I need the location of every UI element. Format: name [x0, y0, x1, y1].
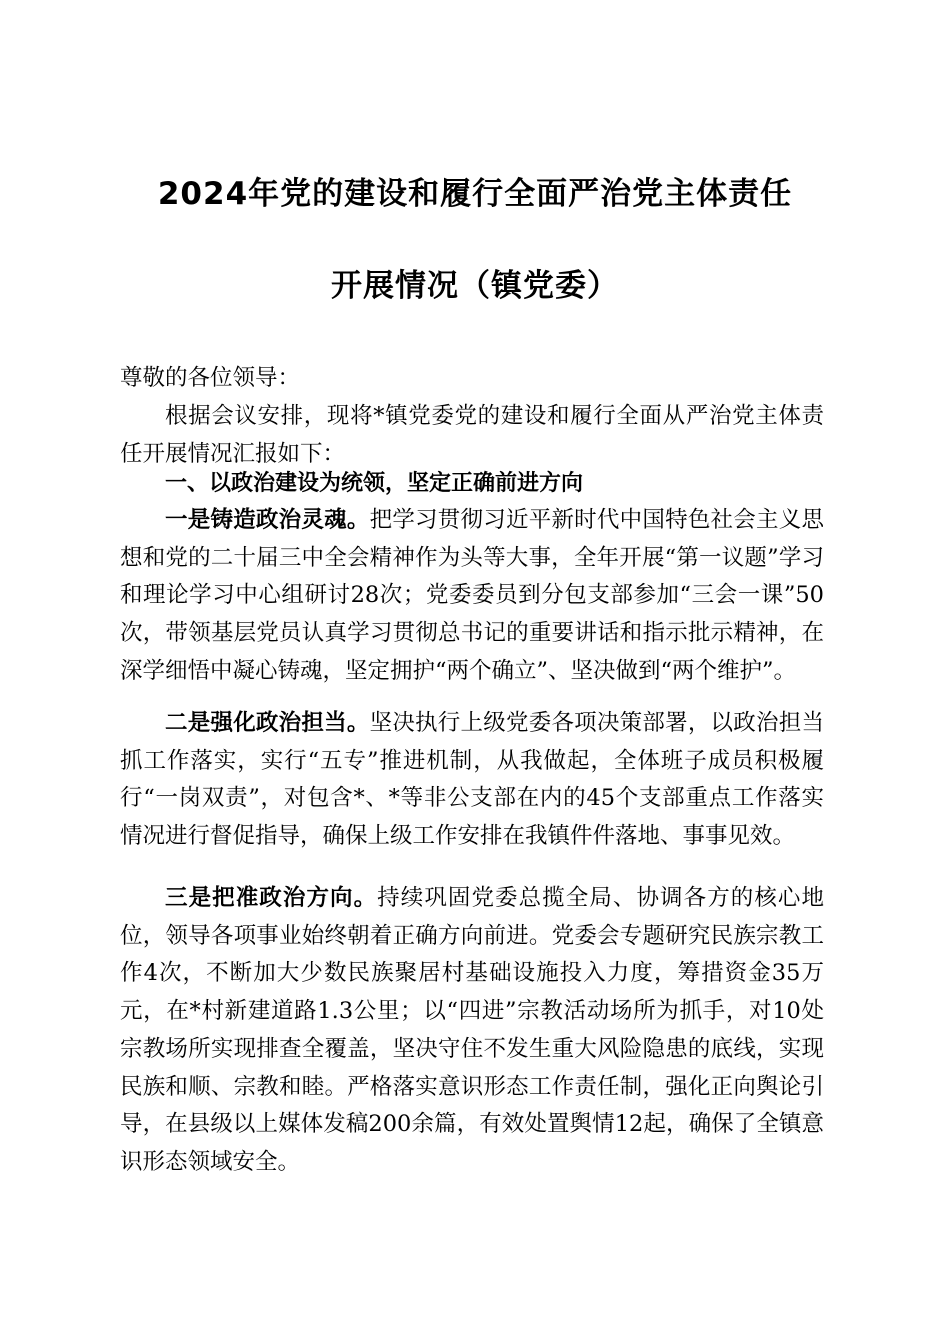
paragraph-1-lead: 一是铸造政治灵魂。: [165, 507, 370, 533]
paragraph-2-text: 坚决执行上级党委各项决策部署，以政治担当抓工作落实，实行“五专”推进机制，从我做起，全体班子成员积极履行“一岗双责”，对包含*、*等非公支部在内的45个支部重点工作落实情况进行督促指导，确保上级工作安排在我镇件件落地、事事见效。: [120, 710, 824, 850]
document-title-line-1: 2024年党的建设和履行全面严治党主体责任: [157, 176, 793, 212]
paragraph-3: [120, 880, 824, 1182]
paragraph-2: [120, 705, 824, 856]
paragraph-3-text: 持续巩固党委总揽全局、协调各方的核心地位，领导各项事业始终朝着正确方向前进。党委会专题研究民族宗教工作4次，不断加大少数民族聚居村基础设施投入力度，筹措资金35万元，在*村新建道路1.3公里；以“四进”宗教活动场所为抓手，对10处宗教场所实现排查全覆盖，坚决守住不发生重大风险隐患的底线，实现民族和顺、宗教和睦。严格落实意识形态工作责任制，强化正向舆论引导，在县级以上媒体发稿200余篇，有效处置舆情12起，确保了全镇意识形态领域安全。: [120, 885, 824, 1175]
intro-paragraph: 根据会议安排，现将*镇党委党的建设和履行全面从严治党主体责任开展情况汇报如下：: [120, 403, 824, 467]
salutation: 尊敬的各位领导：: [120, 365, 301, 391]
paragraph-2-lead: 二是强化政治担当。: [165, 710, 370, 736]
paragraph-1: [120, 502, 824, 691]
document-title-line-2: 开展情况（镇党委）: [331, 268, 619, 304]
paragraph-3-lead: 三是把准政治方向。: [165, 885, 378, 911]
section-heading-1: 一、以政治建设为统领，坚定正确前进方向: [165, 471, 584, 496]
paragraph-1-text: 把学习贯彻习近平新时代中国特色社会主义思想和党的二十届三中全会精神作为头等大事，全年开展“第一议题”学习和理论学习中心组研讨28次；党委委员到分包支部参加“三会一课”50次，带领基层党员认真学习贯彻总书记的重要讲话和指示批示精神，在深学细悟中凝心铸魂，坚定拥护“两个确立”、坚决做到“两个维护”。: [120, 507, 824, 684]
